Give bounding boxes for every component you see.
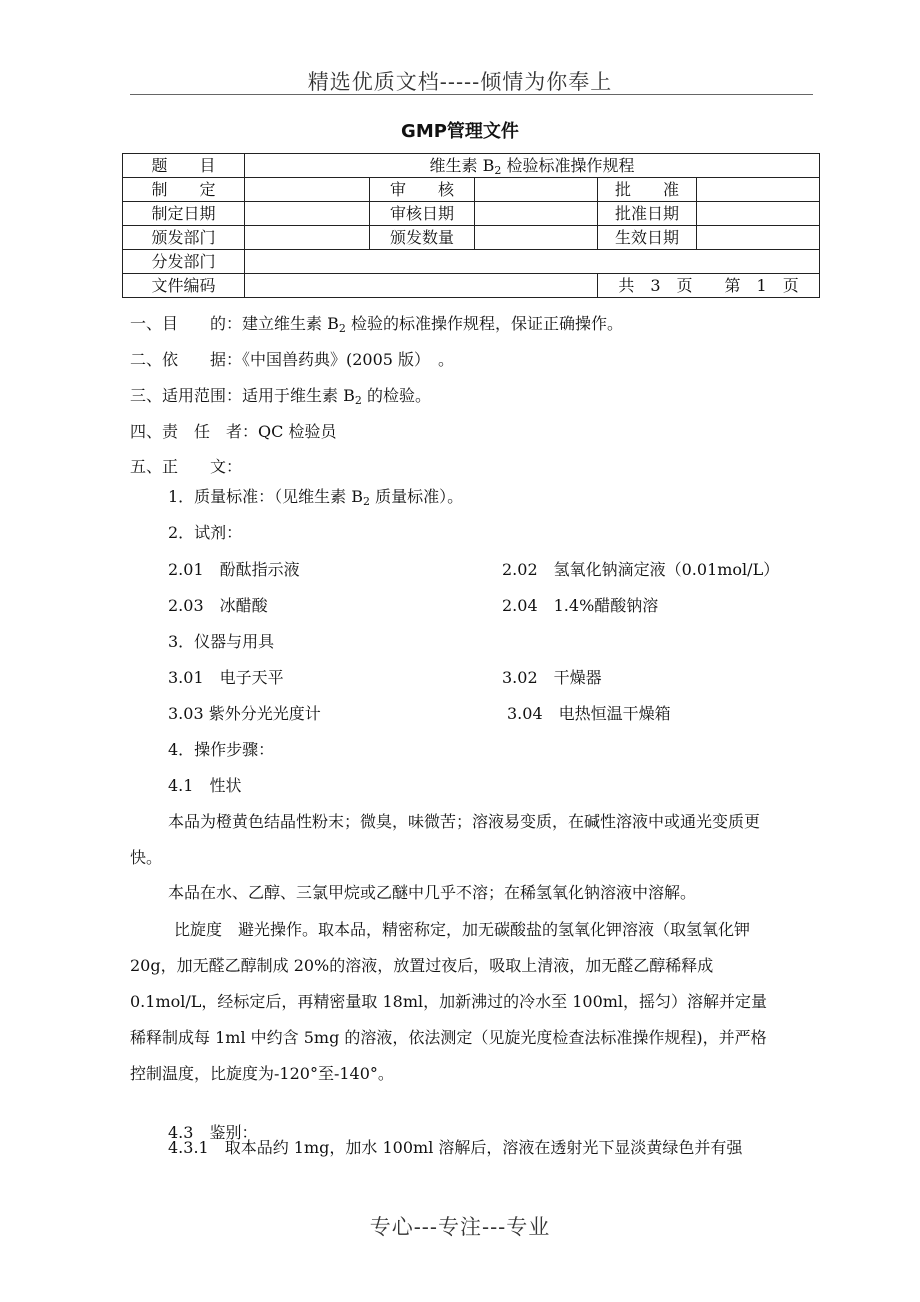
reagent-item: 2.02 氢氧化钠滴定液（0.01mol/L）	[502, 560, 780, 579]
solubility-paragraph: 本品在水、乙醇、三氯甲烷或乙醚中几乎不溶；在稀氢氧化钠溶液中溶解。	[168, 883, 697, 902]
issue-qty-label: 颁发数量	[370, 226, 475, 250]
review-date-label: 审核日期	[370, 202, 475, 226]
page-footer: 专心---专注---专业	[369, 1215, 551, 1239]
section-basis: 二、依 据：《中国兽药典》(2005 版） 。	[130, 350, 455, 369]
approve-label: 批 准	[598, 178, 697, 202]
section-body-heading: 五、正 文：	[130, 457, 243, 476]
table-row	[123, 154, 820, 178]
identification-paragraph: 4.3.1 取本品约 1mg，加水 100ml 溶解后，溶液在透射光下显淡黄绿色并有强	[168, 1138, 743, 1157]
made-label: 制 定	[123, 178, 245, 202]
table-row	[123, 250, 820, 274]
review-label: 审 核	[370, 178, 475, 202]
reagent-item: 2.01 酚酞指示液	[168, 560, 300, 579]
file-code-value	[245, 274, 598, 298]
file-code-label: 文件编码	[123, 274, 245, 298]
reagents-heading: 2．试剂：	[168, 523, 243, 542]
info-table	[122, 153, 820, 298]
subject-label: 题 目	[123, 154, 245, 178]
table-row	[123, 226, 820, 250]
appearance-paragraph: 本品为橙黄色结晶性粉末；微臭，味微苦；溶液易变质，在碱性溶液中或通光变质更快。	[130, 812, 761, 867]
approve-value	[697, 178, 820, 202]
instruments-heading: 3．仪器与用具	[168, 632, 275, 651]
made-value	[245, 178, 370, 202]
document-title: GMP管理文件	[401, 121, 519, 142]
section-scope: 三、适用范围：适用于维生素 $B_2$ 的检验。	[130, 386, 431, 407]
section-purpose: 一、目 的：建立维生素 $B_2$ 检验的标准操作规程，保证正确操作。	[130, 314, 623, 335]
instrument-item: 3.04 电热恒温干燥箱	[507, 704, 671, 723]
table-row	[123, 274, 820, 298]
instrument-item: 3.03 紫外分光光度计	[168, 704, 321, 723]
specific-rotation-paragraph: 比旋度 避光操作。取本品，精密称定，加无碳酸盐的氢氧化钾溶液（取氢氧化钾 20g，加无醛乙醇制成 20%的溶液，放置过夜后，吸取上清液，加无醛乙醇稀释成 0.1mol/L，经标定后，再精密量取 18ml，加新沸过的冷水至 100ml，摇匀）溶解并定量稀释制成每 1ml 中约含 5mg 的溶液，依法测定（见旋光度检查法标准操作规程)，并严格控制温度，比旋度为-120°至-140°。	[130, 920, 768, 1083]
issue-dept-value	[245, 226, 370, 250]
instrument-item: 3.02 干燥器	[502, 668, 602, 687]
identification-heading: 4.3 鉴别：	[168, 1123, 258, 1142]
header-divider	[130, 94, 813, 95]
approve-date-label: 批准日期	[598, 202, 697, 226]
page-header: 精选优质文档-----倾情为你奉上	[307, 70, 613, 94]
dist-dept-label: 分发部门	[123, 250, 245, 274]
table-row	[123, 202, 820, 226]
reagent-item: 2.04 1.4%醋酸钠溶	[502, 596, 659, 615]
table-row	[123, 178, 820, 202]
dist-dept-value	[245, 250, 820, 274]
made-date-label: 制定日期	[123, 202, 245, 226]
made-date-value	[245, 202, 370, 226]
issue-dept-label: 颁发部门	[123, 226, 245, 250]
reagent-item: 2.03 冰醋酸	[168, 596, 268, 615]
issue-qty-value	[475, 226, 598, 250]
subject-value: 维生素 $B_2$ 检验标准操作规程	[245, 154, 820, 178]
section-responsible: 四、责 任 者：QC 检验员	[130, 422, 337, 441]
effective-date-label: 生效日期	[598, 226, 697, 250]
review-date-value	[475, 202, 598, 226]
page-count: 共 3 页 第 1 页	[598, 274, 820, 298]
procedure-heading: 4．操作步骤：	[168, 740, 275, 759]
effective-date-value	[697, 226, 820, 250]
review-value	[475, 178, 598, 202]
appearance-heading: 4.1 性状	[168, 776, 242, 795]
approve-date-value	[697, 202, 820, 226]
quality-standard: 1．质量标准：（见维生素 $B_2$ 质量标准）。	[168, 487, 464, 508]
instrument-item: 3.01 电子天平	[168, 668, 284, 687]
